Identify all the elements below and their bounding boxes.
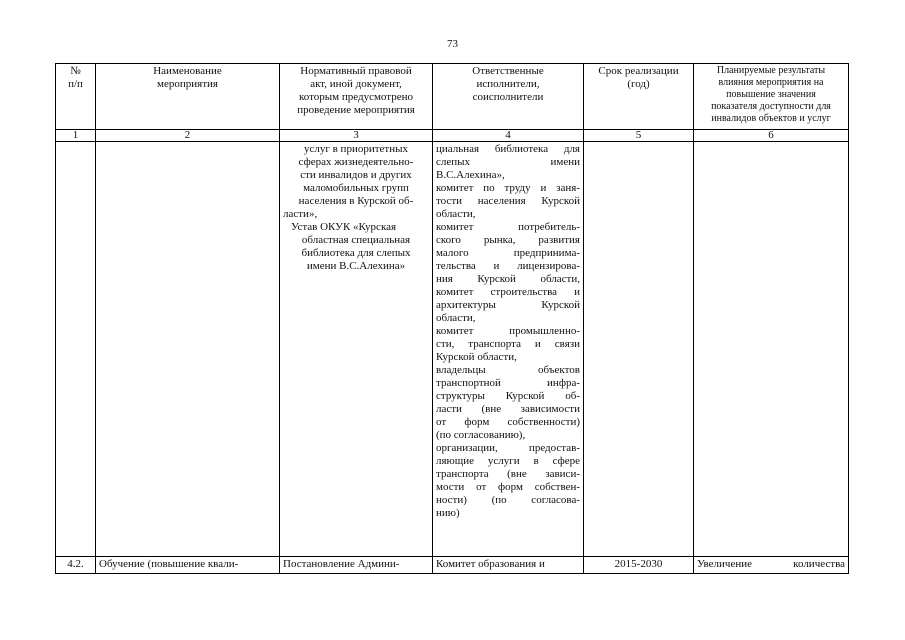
text-line: нию) [436, 507, 460, 519]
header-number: № п/п [56, 64, 96, 130]
text-line: тости населения Курской [436, 195, 580, 207]
cell-legal-act: Постановление Админи- [280, 557, 433, 574]
text-line: ласти», [283, 208, 318, 220]
text-line: населения в Курской об- [298, 195, 414, 207]
text-line: области, [436, 312, 476, 324]
text-line: маломобильных групп [303, 182, 409, 194]
text-line: ласти (вне зависимости [436, 403, 580, 415]
table-header-row [56, 64, 849, 130]
text-line: Обучение (повышение квали- [99, 558, 239, 570]
measures-table [55, 63, 849, 574]
cell-number: 4.2. [56, 557, 96, 574]
text-line: мости от форм собствен- [436, 481, 580, 493]
text-line: комитет по труду и заня- [436, 182, 580, 194]
text-line: слепых имени [436, 156, 580, 168]
text-line: комитет строительства и [436, 286, 580, 298]
text-line: В.С.Алехина», [436, 169, 505, 181]
text-line: транспорта (вне зависи- [436, 468, 580, 480]
cell-legal-act [280, 142, 433, 557]
cell-period [584, 142, 694, 557]
text-line: библиотека для слепых [301, 247, 411, 259]
text-line: владельцы объектов [436, 364, 580, 376]
text-line: от форм собственности) [436, 416, 580, 428]
text-line: Устав ОКУК «Курская [291, 221, 397, 233]
text-line: малого предпринима- [436, 247, 580, 259]
text-line: сферах жизнедеятельно- [298, 156, 414, 168]
header-responsible: Ответственные исполнители, соисполнители [433, 64, 584, 130]
text-line: сти, транспорта и связи [436, 338, 580, 350]
header-legal-act: Нормативный правовой акт, иной документ, которым предусмотрено проведение мероприятия [280, 64, 433, 130]
column-number: 3 [280, 130, 433, 142]
header-planned-results: Планируемые результаты влияния мероприятия на повышение значения показателя доступности для инвалидов объектов и услуг [694, 64, 849, 130]
cell-planned-results [694, 142, 849, 557]
text-line: (по согласованию), [436, 429, 526, 441]
text-line: архитектуры Курской [436, 299, 580, 311]
text-line: сти инвалидов и других [300, 169, 412, 181]
page-number: 73 [447, 38, 458, 50]
column-number: 1 [56, 130, 96, 142]
cell-responsible [433, 142, 584, 557]
text-line: имени В.С.Алехина» [306, 260, 406, 272]
table-row [56, 142, 849, 557]
cell-measure-name [96, 142, 280, 557]
text-line: комитет промышленно- [436, 325, 580, 337]
text-line: транспортной инфра- [436, 377, 580, 389]
cell-measure-name [96, 557, 280, 574]
text-line: Курской области, [436, 351, 517, 363]
text-line: организации, предостав- [436, 442, 580, 454]
column-number: 6 [694, 130, 849, 142]
column-number-row [56, 130, 849, 142]
text-word: количества [793, 558, 845, 570]
text-line: ния Курской области, [436, 273, 580, 285]
table-row [56, 557, 849, 574]
cell-number [56, 142, 96, 557]
text-line: ности) (по согласова- [436, 494, 580, 506]
text-line: ского рынка, развития [436, 234, 580, 246]
text-word: Увеличение [697, 558, 753, 570]
cell-period: 2015-2030 [584, 557, 694, 574]
text-line: области, [436, 208, 476, 220]
cell-planned-results [694, 557, 849, 574]
column-number: 4 [433, 130, 584, 142]
cell-responsible: Комитет образования и [433, 557, 584, 574]
text-line: ляющие услуги в сфере [436, 455, 580, 467]
text-line: областная специальная [301, 234, 411, 246]
column-number: 2 [96, 130, 280, 142]
text-line: тельства и лицензирова- [436, 260, 580, 272]
column-number: 5 [584, 130, 694, 142]
text-line: структуры Курской об- [436, 390, 580, 402]
text-line: циальная библиотека для [436, 143, 580, 155]
header-period: Срок реализации (год) [584, 64, 694, 130]
text-line: услуг в приоритетных [303, 143, 408, 155]
header-measure-name: Наименование мероприятия [96, 64, 280, 130]
text-line: комитет потребитель- [436, 221, 580, 233]
